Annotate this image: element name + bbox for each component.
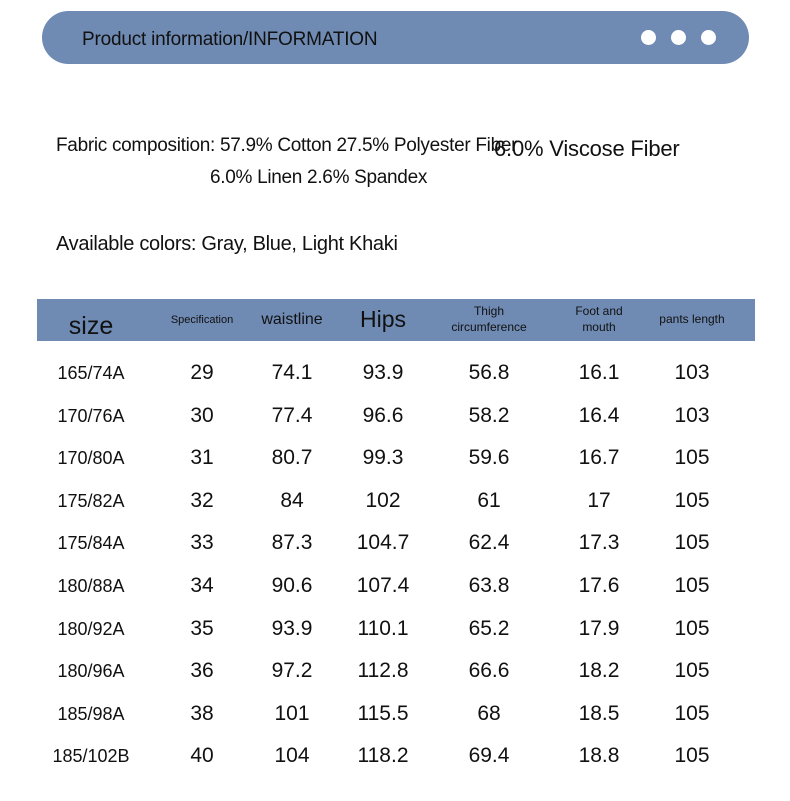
table-cell: 56.8 [468, 361, 510, 384]
table-cell: 16.7 [578, 446, 620, 470]
table-cell: 105 [674, 659, 710, 683]
table-cell: 59.6 [468, 446, 510, 470]
header-waistline: waistline [261, 310, 323, 328]
table-cell: 36 [190, 659, 214, 683]
table-cell: 107.4 [356, 573, 410, 597]
table-row [0, 650, 790, 693]
table-cell: 77.4 [271, 403, 313, 427]
header-banner [42, 11, 749, 64]
table-cell: 17 [587, 488, 611, 512]
table-row [0, 522, 790, 565]
table-cell: 104 [274, 744, 310, 768]
table-cell: 170/80A [57, 448, 125, 469]
table-row [0, 735, 790, 778]
table-cell: 175/84A [57, 533, 125, 554]
table-row [0, 693, 790, 736]
table-cell: 69.4 [468, 744, 510, 768]
table-cell: 38 [190, 701, 214, 725]
table-cell: 170/76A [57, 405, 125, 426]
table-row [0, 395, 790, 438]
table-cell: 118.2 [357, 744, 409, 768]
page-title: Product information/INFORMATION [82, 29, 378, 50]
table-cell: 61 [477, 488, 501, 512]
table-cell: 68 [477, 701, 501, 725]
table-cell: 29 [190, 361, 214, 384]
table-cell: 17.9 [578, 616, 620, 640]
table-cell: 110.1 [357, 616, 409, 640]
menu-dots[interactable] [626, 30, 716, 45]
header-pants-length: pants length [659, 312, 725, 327]
table-cell: 105 [674, 616, 710, 640]
dot-icon [671, 30, 686, 45]
fabric-composition-line1: Fabric composition: 57.9% Cotton 27.5% Polyester Fiber [56, 135, 518, 156]
table-row [0, 565, 790, 608]
table-cell: 175/82A [57, 490, 125, 511]
table-cell: 105 [674, 573, 710, 597]
table-cell: 103 [674, 403, 710, 427]
table-cell: 105 [674, 446, 710, 470]
table-cell: 97.2 [271, 659, 313, 683]
table-cell: 84 [280, 488, 304, 512]
table-cell: 65.2 [468, 616, 510, 640]
table-cell: 112.8 [357, 659, 409, 683]
table-cell: 102 [365, 488, 401, 512]
table-cell: 165/74A [57, 363, 125, 383]
table-cell: 34 [190, 573, 214, 597]
table-cell: 105 [674, 488, 710, 512]
header-specification: Specification [170, 313, 234, 326]
table-row [0, 352, 790, 395]
header-size: size [68, 311, 114, 340]
fabric-composition-line2: 6.0% Linen 2.6% Spandex [210, 167, 428, 188]
table-cell: 180/88A [57, 575, 125, 596]
table-cell: 105 [674, 744, 710, 768]
table-cell: 30 [190, 403, 214, 427]
table-cell: 90.6 [271, 573, 313, 597]
table-cell: 31 [190, 446, 214, 470]
header-thigh: Thigh circumference [451, 304, 527, 334]
table-cell: 18.2 [578, 659, 620, 683]
available-colors: Available colors: Gray, Blue, Light Khaki [56, 233, 398, 255]
table-cell: 35 [190, 616, 214, 640]
table-cell: 16.1 [578, 361, 620, 384]
table-cell: 115.5 [357, 701, 409, 725]
table-cell: 105 [674, 701, 710, 725]
table-row [0, 437, 790, 480]
dot-icon [641, 30, 656, 45]
table-cell: 18.5 [578, 701, 620, 725]
dot-icon [701, 30, 716, 45]
header-foot-mouth: Foot and mouth [575, 304, 623, 334]
table-cell: 80.7 [271, 446, 313, 470]
table-cell: 101 [274, 701, 310, 725]
size-table-header [37, 299, 755, 341]
table-cell: 104.7 [356, 531, 410, 555]
table-cell: 99.3 [362, 446, 404, 470]
table-cell: 18.8 [578, 744, 620, 768]
table-cell: 58.2 [468, 403, 510, 427]
header-hips: Hips [359, 306, 407, 333]
table-cell: 33 [190, 531, 214, 555]
fabric-composition-overlay: 6.0% Viscose Fiber [494, 136, 680, 161]
table-cell: 74.1 [271, 361, 313, 384]
table-cell: 185/102B [52, 746, 130, 767]
table-cell: 180/92A [57, 618, 125, 639]
table-row [0, 480, 790, 523]
table-cell: 66.6 [468, 659, 510, 683]
table-cell: 103 [674, 361, 710, 384]
table-cell: 180/96A [57, 661, 125, 682]
table-cell: 16.4 [578, 403, 620, 427]
table-cell: 40 [190, 744, 214, 768]
table-cell: 96.6 [362, 403, 404, 427]
table-cell: 87.3 [271, 531, 313, 555]
size-table-body [0, 352, 790, 778]
table-cell: 105 [674, 531, 710, 555]
table-cell: 32 [190, 488, 214, 512]
table-cell: 185/98A [57, 703, 125, 724]
table-cell: 62.4 [468, 531, 510, 555]
table-cell: 17.6 [578, 573, 620, 597]
table-cell: 63.8 [468, 573, 510, 597]
table-cell: 93.9 [271, 616, 313, 640]
table-row [0, 608, 790, 651]
table-cell: 17.3 [578, 531, 620, 555]
table-cell: 93.9 [362, 361, 404, 384]
